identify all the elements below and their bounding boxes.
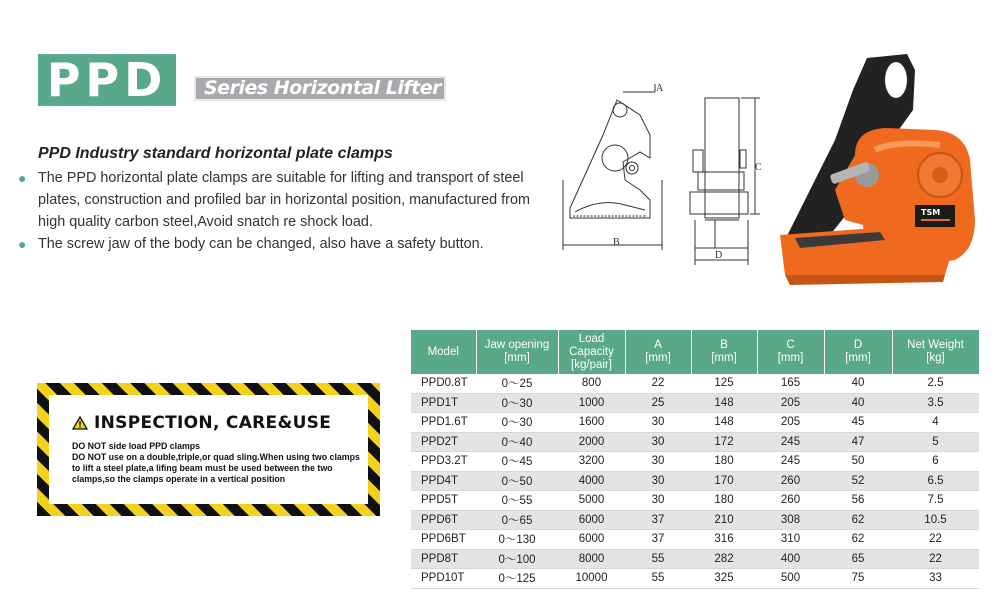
description-bullet-text: The PPD horizontal plate clamps are suitable for lifting and transport of steel plates, construction and profiled bar in horizontal position, manufactured from high quality carbon steel,Avoid snatch re shock load. bbox=[38, 170, 530, 230]
table-cell: 6.5 bbox=[892, 471, 979, 491]
table-cell: PPD3.2T bbox=[411, 452, 476, 472]
spec-table bbox=[411, 330, 980, 589]
table-cell: 37 bbox=[625, 510, 691, 530]
table-row bbox=[411, 452, 979, 472]
table-cell: 316 bbox=[691, 530, 757, 550]
warning-line: DO NOT side load PPD clamps bbox=[72, 441, 201, 451]
table-cell: 2000 bbox=[558, 432, 625, 452]
table-cell: 0～45 bbox=[476, 452, 558, 472]
lifting-eye bbox=[885, 62, 907, 98]
table-cell: PPD5T bbox=[411, 491, 476, 511]
table-cell: 10000 bbox=[558, 569, 625, 589]
table-cell: 148 bbox=[691, 393, 757, 413]
table-cell: 2.5 bbox=[892, 374, 979, 393]
table-cell: 0～65 bbox=[476, 510, 558, 530]
description-list bbox=[18, 167, 538, 255]
table-cell: 65 bbox=[824, 549, 892, 569]
table-cell: 1600 bbox=[558, 413, 625, 433]
clamp-side-view bbox=[563, 84, 662, 250]
table-cell: 33 bbox=[892, 569, 979, 589]
description-bullet bbox=[18, 167, 538, 233]
table-cell: 180 bbox=[691, 491, 757, 511]
description-bullet bbox=[18, 233, 538, 255]
table-cell: PPD6BT bbox=[411, 530, 476, 550]
table-cell: 1000 bbox=[558, 393, 625, 413]
table-cell: 47 bbox=[824, 432, 892, 452]
table-cell: PPD2T bbox=[411, 432, 476, 452]
table-cell: 10.5 bbox=[892, 510, 979, 530]
table-cell: 500 bbox=[757, 569, 824, 589]
dimension-label-d: D bbox=[715, 250, 723, 261]
table-cell: 172 bbox=[691, 432, 757, 452]
table-cell: 325 bbox=[691, 569, 757, 589]
table-cell: 37 bbox=[625, 530, 691, 550]
table-cell: 45 bbox=[824, 413, 892, 433]
table-cell: 282 bbox=[691, 549, 757, 569]
table-cell: 0～50 bbox=[476, 471, 558, 491]
series-badge: Series Horizontal Lifter bbox=[194, 76, 446, 101]
table-header-cell: C [mm] bbox=[757, 330, 824, 374]
table-cell: 180 bbox=[691, 452, 757, 472]
table-header-row bbox=[411, 330, 979, 374]
table-cell: 4000 bbox=[558, 471, 625, 491]
table-cell: 22 bbox=[625, 374, 691, 393]
warning-title-text: INSPECTION, CARE&USE bbox=[94, 413, 332, 433]
table-cell: PPD0.8T bbox=[411, 374, 476, 393]
table-cell: 3.5 bbox=[892, 393, 979, 413]
table-cell: 0～55 bbox=[476, 491, 558, 511]
table-row bbox=[411, 374, 979, 393]
table-cell: 260 bbox=[757, 491, 824, 511]
warning-title bbox=[72, 413, 368, 433]
table-cell: 0～125 bbox=[476, 569, 558, 589]
table-cell: 245 bbox=[757, 452, 824, 472]
table-cell: 22 bbox=[892, 549, 979, 569]
product-image bbox=[775, 50, 990, 290]
table-cell: 0～100 bbox=[476, 549, 558, 569]
table-cell: 30 bbox=[625, 452, 691, 472]
table-row bbox=[411, 393, 979, 413]
table-cell: 7.5 bbox=[892, 491, 979, 511]
warning-content bbox=[49, 395, 368, 504]
table-cell: 400 bbox=[757, 549, 824, 569]
table-row bbox=[411, 510, 979, 530]
table-cell: 0～130 bbox=[476, 530, 558, 550]
table-row bbox=[411, 432, 979, 452]
dimension-label-b: B bbox=[613, 237, 620, 248]
table-cell: 205 bbox=[757, 393, 824, 413]
table-cell: 40 bbox=[824, 374, 892, 393]
table-header-cell: Load Capacity [kg/pair] bbox=[558, 330, 625, 374]
table-cell: 50 bbox=[824, 452, 892, 472]
table-cell: 170 bbox=[691, 471, 757, 491]
table-cell: 62 bbox=[824, 530, 892, 550]
brand-text: TSM bbox=[921, 208, 941, 217]
table-cell: 5 bbox=[892, 432, 979, 452]
ppd-logo: PPD bbox=[38, 54, 176, 106]
clamp-front-view bbox=[690, 98, 760, 265]
warning-box bbox=[37, 383, 380, 516]
table-cell: 22 bbox=[892, 530, 979, 550]
table-cell: 310 bbox=[757, 530, 824, 550]
bullet-icon: ● bbox=[18, 170, 27, 186]
table-cell: 40 bbox=[824, 393, 892, 413]
table-cell: PPD8T bbox=[411, 549, 476, 569]
table-header-cell: Jaw opening [mm] bbox=[476, 330, 558, 374]
table-cell: 205 bbox=[757, 413, 824, 433]
table-header-cell: B [mm] bbox=[691, 330, 757, 374]
table-cell: 245 bbox=[757, 432, 824, 452]
table-row bbox=[411, 530, 979, 550]
table-cell: PPD10T bbox=[411, 569, 476, 589]
table-cell: PPD6T bbox=[411, 510, 476, 530]
warning-triangle-icon bbox=[72, 416, 88, 430]
table-cell: 165 bbox=[757, 374, 824, 393]
table-cell: 0～30 bbox=[476, 413, 558, 433]
table-cell: 30 bbox=[625, 413, 691, 433]
table-cell: 25 bbox=[625, 393, 691, 413]
table-cell: 6000 bbox=[558, 530, 625, 550]
table-cell: 4 bbox=[892, 413, 979, 433]
table-row bbox=[411, 569, 979, 589]
table-cell: 62 bbox=[824, 510, 892, 530]
table-cell: 30 bbox=[625, 471, 691, 491]
table-cell: 210 bbox=[691, 510, 757, 530]
warning-line: DO NOT use on a double,triple,or quad sling.When using two clamps to lift a steel plate,a lifing beam must be used between the two clamps,so the clamps operate in a vertical position bbox=[72, 452, 360, 484]
table-cell: 75 bbox=[824, 569, 892, 589]
table-header-cell: A [mm] bbox=[625, 330, 691, 374]
table-cell: 3200 bbox=[558, 452, 625, 472]
table-cell: PPD4T bbox=[411, 471, 476, 491]
table-row bbox=[411, 549, 979, 569]
table-cell: 260 bbox=[757, 471, 824, 491]
table-cell: 308 bbox=[757, 510, 824, 530]
table-cell: 148 bbox=[691, 413, 757, 433]
table-header-cell: Net Weight [kg] bbox=[892, 330, 979, 374]
table-row bbox=[411, 491, 979, 511]
table-cell: 800 bbox=[558, 374, 625, 393]
table-cell: 125 bbox=[691, 374, 757, 393]
bullet-icon: ● bbox=[18, 236, 27, 252]
dimension-label-a: A bbox=[656, 83, 664, 94]
table-cell: 0～25 bbox=[476, 374, 558, 393]
table-cell: 55 bbox=[625, 569, 691, 589]
table-cell: PPD1T bbox=[411, 393, 476, 413]
table-cell: 30 bbox=[625, 491, 691, 511]
warning-text bbox=[72, 441, 362, 485]
table-row bbox=[411, 471, 979, 491]
description-bullet-text: The screw jaw of the body can be changed, also have a safety button. bbox=[38, 236, 484, 252]
table-cell: 6000 bbox=[558, 510, 625, 530]
table-cell: 56 bbox=[824, 491, 892, 511]
table-cell: 6 bbox=[892, 452, 979, 472]
table-header-cell: D [mm] bbox=[824, 330, 892, 374]
table-cell: 55 bbox=[625, 549, 691, 569]
table-cell: 5000 bbox=[558, 491, 625, 511]
table-cell: 52 bbox=[824, 471, 892, 491]
table-body bbox=[411, 374, 979, 588]
table-row bbox=[411, 413, 979, 433]
table-cell: 0～40 bbox=[476, 432, 558, 452]
technical-diagram bbox=[555, 80, 765, 270]
table-cell: 30 bbox=[625, 432, 691, 452]
table-cell: 0～30 bbox=[476, 393, 558, 413]
table-cell: PPD1.6T bbox=[411, 413, 476, 433]
description-title: PPD Industry standard horizontal plate clamps bbox=[38, 145, 393, 162]
dimension-label-c: C bbox=[755, 162, 762, 173]
table-header-cell: Model bbox=[411, 330, 476, 374]
table-cell: 8000 bbox=[558, 549, 625, 569]
